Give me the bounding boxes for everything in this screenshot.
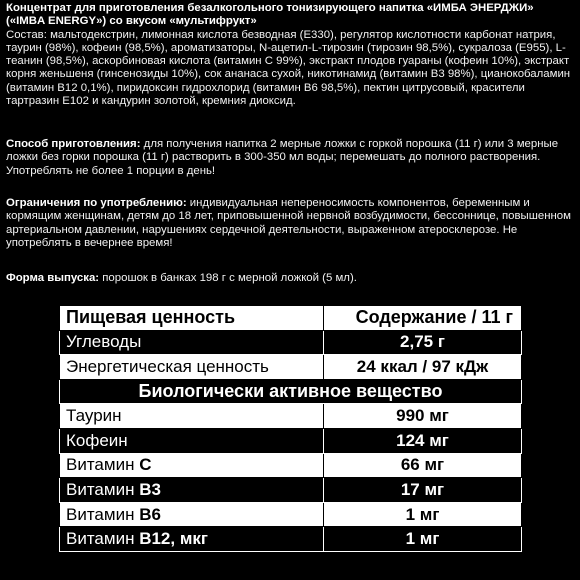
form-text: порошок в банках 198 г с мерной ложкой (5 мл). bbox=[102, 272, 357, 284]
nutrition-header-right: Содержание / 11 г bbox=[324, 306, 522, 331]
nutrition-header-row bbox=[60, 306, 522, 331]
nutrition-row-value: 24 ккал / 97 кДж bbox=[324, 355, 522, 380]
bio-row bbox=[60, 404, 522, 429]
nutrition-header-left: Пищевая ценность bbox=[60, 306, 324, 331]
nutrition-table bbox=[59, 305, 522, 552]
bio-row-name: Витамин С bbox=[60, 453, 324, 478]
form-label: Форма выпуска: bbox=[6, 272, 100, 284]
form-block bbox=[6, 272, 574, 285]
nutrition-row-name: Углеводы bbox=[60, 330, 324, 355]
bio-row bbox=[60, 478, 522, 503]
restrictions-text: индивидуальная непереносимость компонентов, беременным и кормящим женщинам, детям до 18 лет, приповышенной нервной возбудимости, бессоннице, повышенном артериальном давлении, нарушениях сердечной деятельности, выраженном атеросклерозе. Не употреблять в вечернее время! bbox=[6, 197, 571, 249]
bio-row-value: 990 мг bbox=[324, 404, 522, 429]
bio-row-name: Кофеин bbox=[60, 428, 324, 453]
bio-row-name: Таурин bbox=[60, 404, 324, 429]
bio-section-title: Биологически активное вещество bbox=[60, 379, 522, 404]
bio-row-value: 1 мг bbox=[324, 527, 522, 552]
bio-row-value: 124 мг bbox=[324, 428, 522, 453]
restrictions-label: Ограничения по употреблению: bbox=[6, 197, 187, 209]
bio-section-header bbox=[60, 379, 522, 404]
bio-row-name: Витамин В6 bbox=[60, 502, 324, 527]
bio-row-name: Витамин В3 bbox=[60, 478, 324, 503]
nutrition-row-name: Энергетическая ценность bbox=[60, 355, 324, 380]
bio-row-value: 1 мг bbox=[324, 502, 522, 527]
composition-text: мальтодекстрин, лимонная кислота безводная (Е330), регулятор кислотности карбонат натрия, таурин (98%), кофеин (98,5%), ароматизаторы, N-ацетил-L-тирозин (тирозин 98,5%), сукралоза (Е955), L-теанин (98,5%), аскорбиновая кислота (витамин С 99%), экстракт плодов гуараны (кофеин 10%), экстракт корня женьшеня (гинсенозиды 10%), сок ананаса сухой, никотинамид (витамин В3 98%), цианокобаламин (витамин В12 0,1%), пиридоксин гидрохлорид (витамин В6 98,5%), пектин цитрусовый, красители тартразин Е102 и кандурин золотой, кремния диоксид. bbox=[6, 28, 571, 108]
product-title: Концентрат для приготовления безалкогольного тонизирующего напитка «ИМБА ЭНЕРДЖИ» («IMBA ENERGY») со вкусом «мультифрукт» bbox=[6, 2, 534, 28]
preparation-block bbox=[6, 138, 574, 178]
nutrition-row bbox=[60, 355, 522, 380]
bio-row bbox=[60, 428, 522, 453]
preparation-text: для получения напитка 2 мерные ложки с горкой порошка (11 г) или 3 мерные ложки без горки порошка (11 г) растворить в 300-350 мл воды; перемешать до полного растворения. Употреблять не более 1 порции в день! bbox=[6, 138, 559, 177]
bio-row bbox=[60, 527, 522, 552]
nutrition-row-value: 2,75 г bbox=[324, 330, 522, 355]
bio-row-value: 66 мг bbox=[324, 453, 522, 478]
composition-label: Состав: bbox=[6, 28, 47, 41]
composition-block bbox=[6, 2, 574, 108]
bio-row bbox=[60, 453, 522, 478]
restrictions-block bbox=[6, 197, 574, 250]
bio-row bbox=[60, 502, 522, 527]
nutrition-row bbox=[60, 330, 522, 355]
bio-row-name: Витамин В12, мкг bbox=[60, 527, 324, 552]
bio-row-value: 17 мг bbox=[324, 478, 522, 503]
preparation-label: Способ приготовления: bbox=[6, 138, 141, 150]
